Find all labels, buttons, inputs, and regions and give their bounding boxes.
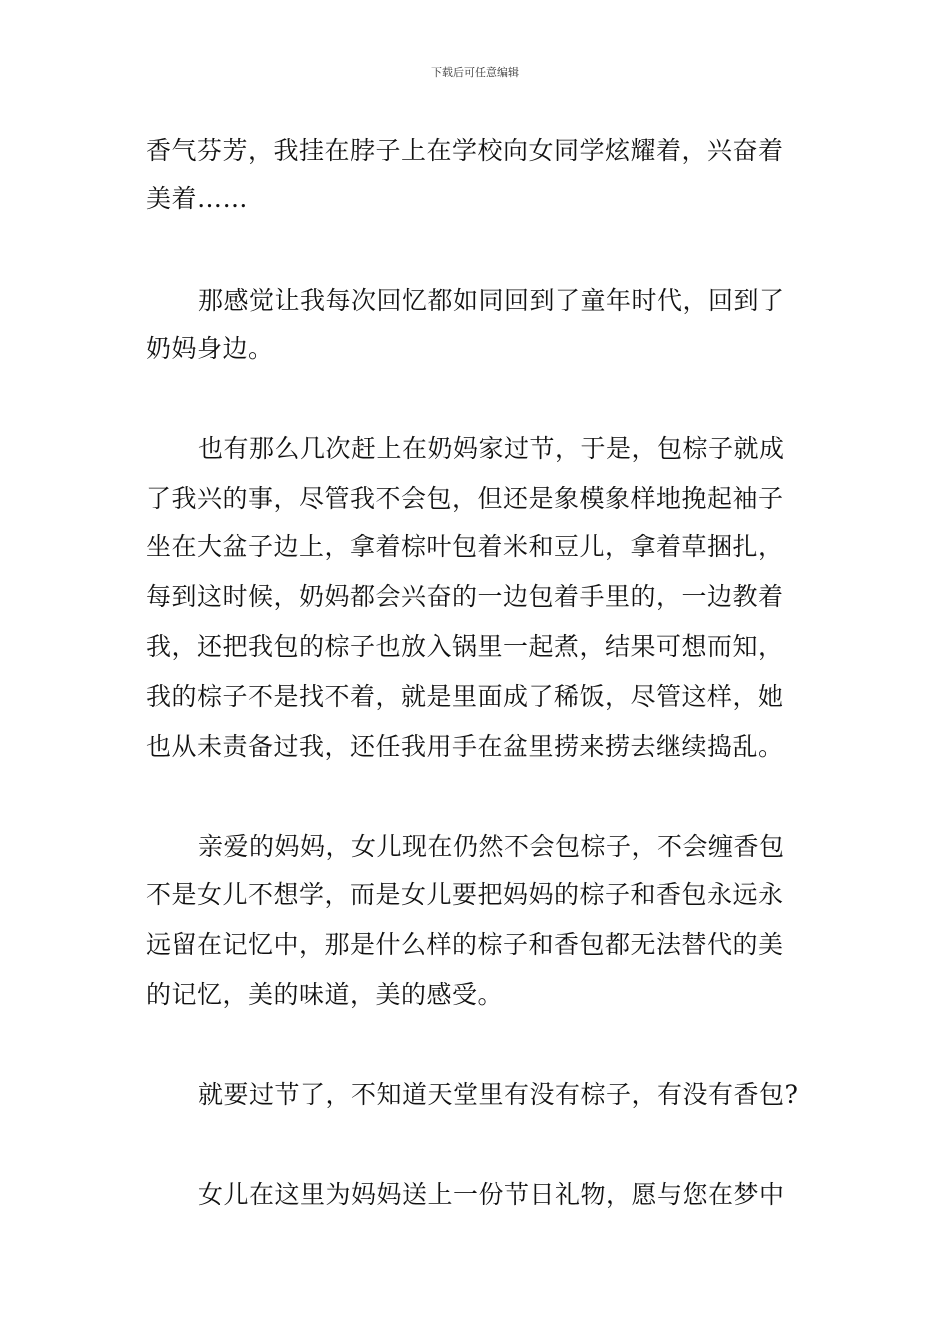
- paragraph-3-line-5: 我，还把我包的棕子也放入锅里一起煮，结果可想而知，: [146, 632, 784, 661]
- page-header: 下载后可任意编辑: [431, 66, 519, 79]
- paragraph-2-line-1: 那感觉让我每次回忆都如同回到了童年时代，回到了: [198, 286, 785, 315]
- paragraph-4-line-4: 的记忆，美的味道，美的感受。: [146, 980, 504, 1009]
- paragraph-4-line-2: 不是女儿不想学，而是女儿要把妈妈的棕子和香包永远永: [146, 880, 784, 909]
- paragraph-4-line-1: 亲爱的妈妈，女儿现在仍然不会包棕子，不会缠香包: [198, 832, 785, 861]
- paragraph-3-line-3: 坐在大盆子边上，拿着棕叶包着米和豆儿，拿着草捆扎，: [146, 532, 784, 561]
- paragraph-3-line-6: 我的棕子不是找不着，就是里面成了稀饭，尽管这样，她: [146, 682, 784, 711]
- paragraph-3-line-2: 了我兴的事，尽管我不会包，但还是象模象样地挽起袖子: [146, 484, 784, 513]
- paragraph-3-line-7: 也从未责备过我，还任我用手在盆里捞来捞去继续捣乱。: [146, 732, 784, 761]
- paragraph-3-line-4: 每到这时候，奶妈都会兴奋的一边包着手里的，一边教着: [146, 582, 784, 611]
- paragraph-1-line-1: 香气芬芳，我挂在脖子上在学校向女同学炫耀着，兴奋着: [146, 136, 784, 165]
- paragraph-2-line-2: 奶妈身边。: [146, 334, 274, 363]
- paragraph-4-line-3: 远留在记忆中，那是什么样的棕子和香包都无法替代的美: [146, 930, 784, 959]
- paragraph-1-line-2: 美着……: [146, 184, 249, 213]
- paragraph-5-line-1: 就要过节了，不知道天堂里有没有棕子，有没有香包?: [198, 1080, 799, 1109]
- paragraph-3-line-1: 也有那么几次赶上在奶妈家过节，于是，包棕子就成: [198, 434, 785, 463]
- paragraph-6-line-1: 女儿在这里为妈妈送上一份节日礼物，愿与您在梦中: [198, 1180, 785, 1209]
